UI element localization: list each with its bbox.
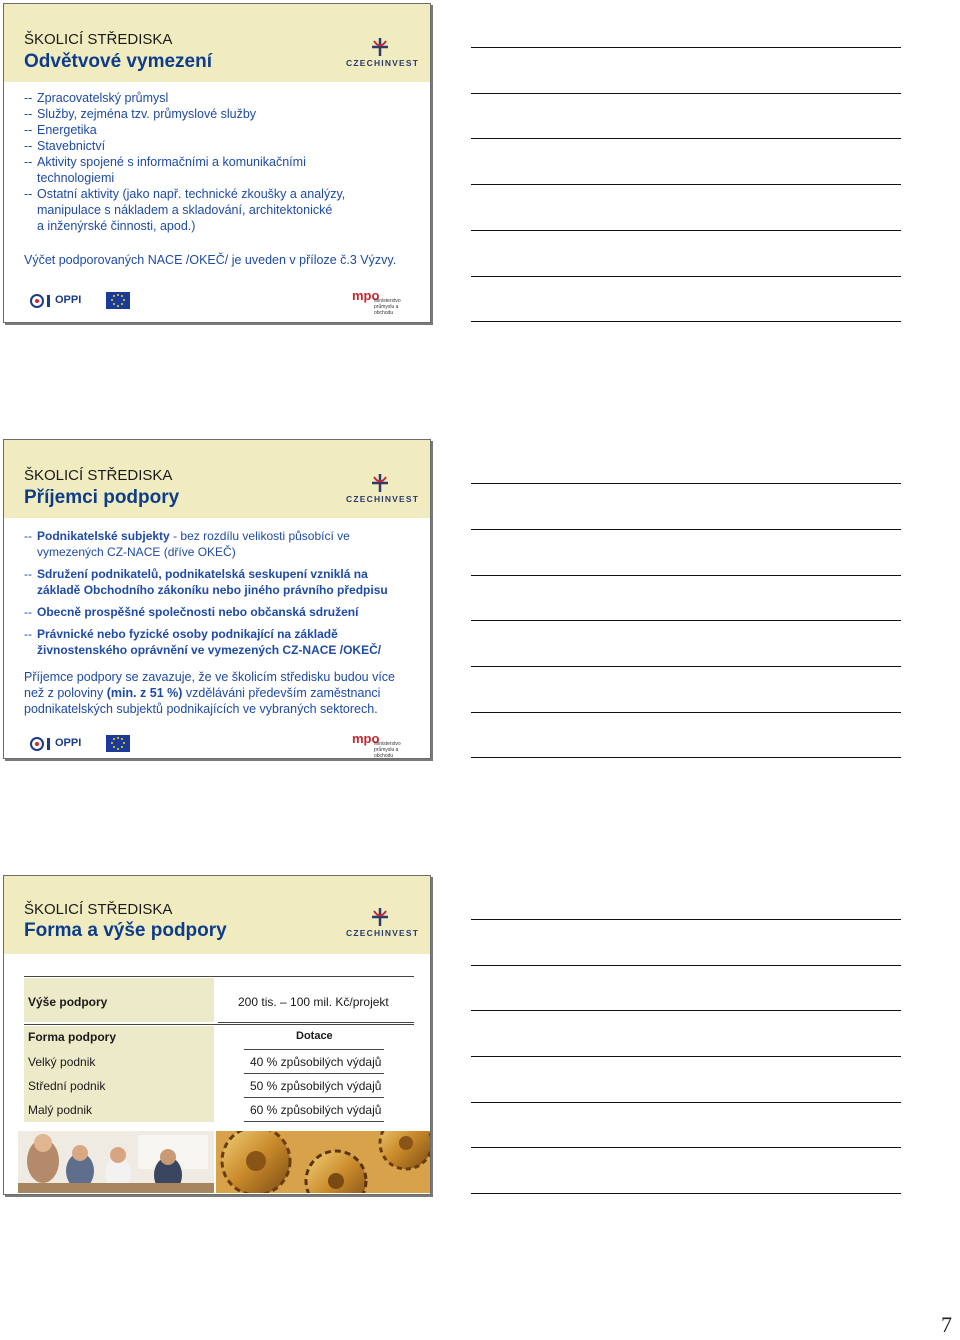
note-line	[471, 712, 901, 713]
note-line	[471, 666, 901, 667]
note-line	[471, 620, 901, 621]
mpo-logo: mpo Ministerstvo průmyslu a obchodu	[352, 731, 401, 759]
list-item: -- Stavebnictví	[24, 139, 106, 153]
list-item: -- Zpracovatelský průmysl	[24, 91, 169, 105]
slide-forma-a-vyse-podpory	[3, 875, 431, 1195]
list-item: -- Obecně prospěšné společnosti nebo občanská sdružení	[24, 605, 359, 619]
czechinvest-mark-icon	[370, 474, 390, 492]
table-row	[24, 1050, 414, 1074]
amount-label: Výše podpory	[28, 995, 108, 1009]
slide-title: Příjemci podpory	[24, 487, 180, 508]
slide-kicker: ŠKOLICÍ STŘEDISKA	[24, 467, 173, 484]
note-line	[471, 1102, 901, 1103]
slide-title: Odvětvové vymezení	[24, 51, 212, 72]
note-line	[471, 47, 901, 48]
slide-header	[4, 4, 430, 82]
czechinvest-mark-icon	[370, 908, 390, 926]
list-item: -- Aktivity spojené s informačními a komunikačními technologiemi	[24, 155, 306, 185]
note-line	[471, 1147, 901, 1148]
czechinvest-logo-text: CZECHINVEST	[346, 928, 420, 938]
row-label: Střední podnik	[28, 1079, 106, 1093]
row-value: 60 % způsobilých výdajů	[250, 1103, 382, 1117]
row-label: Malý podnik	[28, 1103, 93, 1117]
amount-value: 200 tis. – 100 mil. Kč/projekt	[238, 995, 389, 1009]
slide-header	[4, 440, 430, 518]
gears-illustration	[216, 1131, 430, 1193]
form-label: Forma podpory	[28, 1030, 117, 1044]
note-line	[471, 575, 901, 576]
slide-header	[4, 876, 430, 954]
note-line	[471, 276, 901, 277]
note-line	[471, 1193, 901, 1194]
table-row	[24, 1098, 414, 1122]
list-item: -- Energetika	[24, 123, 97, 137]
czechinvest-logo-text: CZECHINVEST	[346, 494, 420, 504]
mpo-logo: mpo Ministerstvo průmyslu a obchodu	[352, 288, 401, 316]
slide-prijemci-podpory	[3, 439, 431, 759]
czechinvest-logo	[346, 38, 418, 68]
meeting-photo	[18, 1131, 214, 1193]
row-value: 50 % způsobilých výdajů	[250, 1079, 382, 1093]
sector-list	[24, 90, 418, 234]
czechinvest-mark-icon	[370, 38, 390, 56]
eu-flag-icon	[106, 292, 130, 309]
recipient-list	[24, 528, 418, 658]
row-label: Velký podnik	[28, 1055, 96, 1069]
row-value: 40 % způsobilých výdajů	[250, 1055, 382, 1069]
gears-photo	[216, 1131, 430, 1193]
note-line	[471, 919, 901, 920]
table-row	[24, 976, 414, 1023]
eu-flag-icon	[106, 735, 130, 752]
note-line	[471, 321, 901, 322]
note-line	[471, 138, 901, 139]
note-line	[471, 529, 901, 530]
form-value: Dotace	[296, 1030, 333, 1042]
note-line	[471, 1056, 901, 1057]
list-item: -- Služby, zejména tzv. průmyslové služby	[24, 107, 257, 121]
slide-title: Forma a výše podpory	[24, 920, 227, 941]
list-item: -- Sdružení podnikatelů, podnikatelská seskupení vzniklá na základě Obchodního zákoníku nebo jiného právního předpisu	[24, 567, 388, 597]
note-line	[471, 757, 901, 758]
page-number: 7	[941, 1312, 952, 1337]
oppi-ring-icon	[30, 294, 44, 308]
slide-kicker: ŠKOLICÍ STŘEDISKA	[24, 31, 173, 48]
czechinvest-logo-text: CZECHINVEST	[346, 58, 420, 68]
note-line	[471, 184, 901, 185]
slide-footer: OPPI mpo Ministerstvo průmyslu a obchodu	[4, 290, 430, 316]
czechinvest-logo	[346, 908, 418, 938]
list-item: -- Právnické nebo fyzické osoby podnikající na základě živnostenského oprávnění ve vymezených CZ-NACE /OKEČ/	[24, 627, 382, 657]
czechinvest-logo	[346, 474, 418, 504]
meeting-illustration	[18, 1131, 214, 1193]
slide-odvetvove-vymezeni	[3, 3, 431, 323]
table-row	[24, 1074, 414, 1098]
note-line	[471, 483, 901, 484]
note-line	[471, 230, 901, 231]
nace-note: Výčet podporovaných NACE /OKEČ/ je uveden v příloze č.3 Výzvy.	[24, 253, 397, 267]
commitment-note: Příjemce podpory se zavazuje, že ve školicím středisku budou více než z poloviny (min. z 51 %) vzděláváni především zaměstnanci podnikatelských subjektů podnikajících ve vybraných sektorech.	[24, 670, 396, 716]
note-line	[471, 965, 901, 966]
note-line	[471, 1010, 901, 1011]
oppi-ring-icon	[30, 737, 44, 751]
list-item: -- Ostatní aktivity (jako např. technické zkoušky a analýzy, manipulace s nákladem a skladování, architektonické a inženýrské činnosti, apod.)	[24, 187, 346, 233]
table-row	[24, 1026, 414, 1050]
support-table	[24, 976, 414, 1126]
slide-kicker: ŠKOLICÍ STŘEDISKA	[24, 901, 173, 918]
list-item: -- Podnikatelské subjekty - bez rozdílu velikosti působící ve vymezených CZ-NACE (dříve OKEČ)	[24, 529, 350, 559]
slide-footer: OPPI mpo Ministerstvo průmyslu a obchodu	[4, 733, 430, 759]
note-line	[471, 93, 901, 94]
